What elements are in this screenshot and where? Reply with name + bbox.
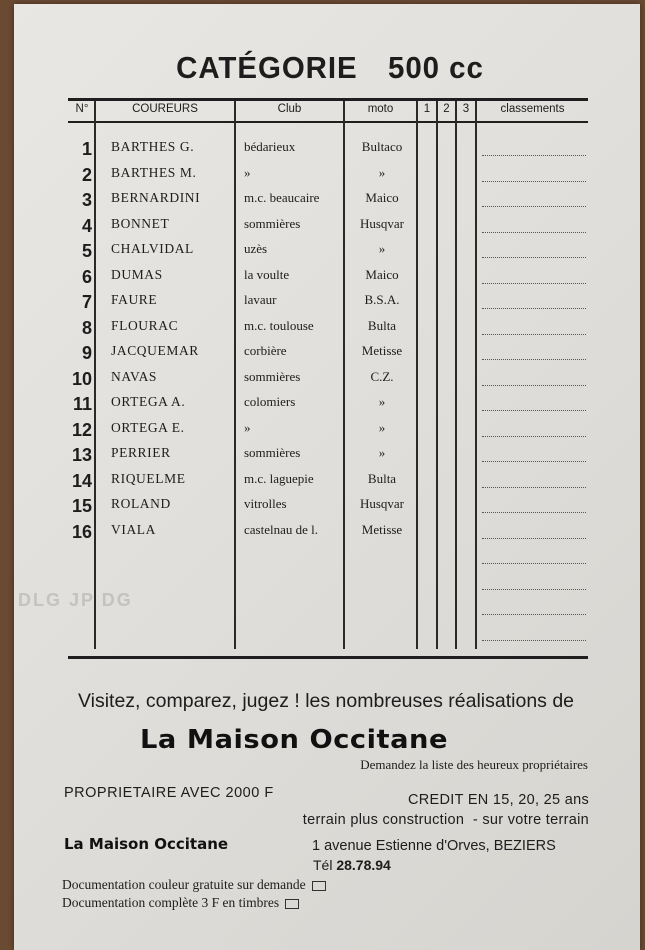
standings-dotted-line — [482, 461, 586, 462]
rider-number: 7 — [81, 292, 92, 312]
header-moto: moto — [367, 103, 394, 115]
rider-moto: Maico — [365, 266, 399, 282]
rider-name: DUMAS — [111, 266, 163, 282]
rider-moto: Bulta — [367, 317, 397, 333]
rider-club: » — [244, 164, 251, 180]
rider-name: CHALVIDAL — [111, 241, 194, 256]
standings-dotted-line — [482, 308, 586, 309]
title-category: CATÉGORIE — [176, 50, 358, 85]
header-standings: classements — [500, 103, 565, 115]
rider-club: la voulte — [244, 266, 290, 282]
rider-name: BARTHES M. — [111, 164, 197, 180]
standings-dotted-line — [482, 181, 586, 182]
rider-moto: Husqvar — [359, 496, 405, 511]
rider-number: 11 — [72, 394, 92, 414]
rider-club: uzès — [244, 241, 268, 256]
rider-number: 12 — [71, 419, 92, 440]
header-race-2: 2 — [443, 103, 450, 115]
page-title — [17, 50, 644, 86]
rider-number: 1 — [81, 139, 92, 159]
standings-dotted-line — [482, 563, 586, 564]
rider-name: JACQUEMAR — [111, 343, 199, 358]
rider-moto: » — [378, 394, 386, 409]
rider-name: BONNET — [111, 215, 170, 231]
doc-color-text: Documentation couleur gratuite sur demande — [62, 877, 306, 892]
watermark: DLG JP DG — [18, 590, 133, 610]
table-row — [0, 445, 645, 470]
doc-color-line — [62, 876, 326, 894]
rider-club: m.c. beaucaire — [244, 190, 320, 205]
table-row — [0, 471, 645, 496]
ad-owner-offer: PROPRIETAIRE AVEC 2000 F — [64, 785, 274, 801]
rider-number: 10 — [71, 368, 92, 389]
rider-moto: Husqvar — [359, 215, 405, 231]
rider-moto: Metisse — [361, 343, 403, 358]
rider-name: NAVAS — [111, 368, 158, 384]
rider-club: sommières — [244, 368, 301, 384]
ad-owners-list: Demandez la liste des heureux propriétaires — [360, 757, 588, 772]
table-bottom-rule — [68, 656, 588, 659]
rider-moto: C.Z. — [370, 368, 394, 384]
standings-dotted-line — [482, 283, 586, 284]
title-class: 500 cc — [388, 50, 484, 85]
rider-name: RIQUELME — [111, 470, 186, 486]
rider-club: castelnau de l. — [244, 521, 318, 537]
ad-address: 1 avenue Estienne d'Orves, BEZIERS — [312, 838, 556, 854]
table-row — [0, 241, 645, 266]
rider-number: 15 — [71, 496, 92, 516]
table-row — [0, 420, 645, 445]
doc-color-checkbox[interactable] — [312, 881, 326, 891]
standings-dotted-line — [482, 385, 586, 386]
table-row — [0, 165, 645, 190]
standings-dotted-line — [482, 257, 586, 258]
table-row — [0, 496, 645, 521]
table-row — [0, 216, 645, 241]
table-row — [0, 292, 645, 317]
rider-number: 3 — [81, 190, 92, 210]
rider-club: sommières — [244, 445, 301, 460]
rider-moto: Maico — [365, 190, 399, 205]
header-number: N° — [75, 103, 89, 115]
rider-name: VIALA — [111, 521, 156, 537]
doc-full-line — [62, 894, 326, 912]
rider-number: 13 — [71, 445, 92, 465]
rider-number: 2 — [81, 164, 92, 185]
rider-club: lavaur — [244, 292, 277, 307]
table-top-rule — [68, 98, 588, 101]
ad-phone-label: Tél — [313, 857, 333, 873]
table-row — [0, 139, 645, 164]
ad-credit-block — [303, 790, 589, 830]
standings-dotted-line — [482, 487, 586, 488]
doc-full-checkbox[interactable] — [285, 899, 299, 909]
table-row — [0, 190, 645, 215]
rider-name: BERNARDINI — [111, 190, 201, 205]
rider-club: vitrolles — [244, 496, 287, 511]
rider-name: FAURE — [111, 292, 158, 307]
rider-number: 16 — [71, 521, 92, 542]
rider-number: 14 — [71, 470, 92, 491]
table-row — [0, 318, 645, 343]
rider-number: 5 — [81, 241, 92, 261]
rider-number: 8 — [81, 317, 92, 338]
rider-name: FLOURAC — [111, 317, 179, 333]
standings-dotted-line — [482, 232, 586, 233]
header-race-3: 3 — [462, 103, 470, 115]
ad-phone — [313, 857, 391, 873]
ad-brand-small: La Maison Occitane — [64, 835, 229, 853]
rider-moto: » — [378, 445, 386, 460]
standings-dotted-line — [482, 538, 586, 539]
rider-name: ORTEGA E. — [111, 419, 185, 435]
standings-dotted-line — [482, 206, 586, 207]
standings-dotted-line — [482, 359, 586, 360]
table-row — [0, 394, 645, 419]
rider-club: m.c. toulouse — [244, 317, 314, 333]
rider-moto: Metisse — [361, 521, 403, 537]
rider-moto: » — [378, 241, 386, 256]
rider-number: 6 — [81, 266, 92, 287]
ad-terrain-construction: terrain plus construction — [302, 812, 465, 828]
rider-club: » — [244, 419, 251, 435]
doc-full-text: Documentation complète 3 F en timbres — [62, 895, 280, 910]
ad-brand: La Maison Occitane — [140, 725, 449, 755]
rider-moto: Bultaco — [361, 139, 403, 154]
rider-number: 4 — [81, 215, 92, 236]
table-row — [0, 267, 645, 292]
rider-moto: » — [378, 419, 386, 435]
ad-terrain — [303, 810, 589, 830]
rider-name: ROLAND — [111, 496, 171, 511]
ad-terrain-own: - sur votre terrain — [472, 812, 589, 828]
rider-number: 9 — [81, 343, 92, 363]
ad-phone-number: 28.78.94 — [336, 857, 391, 873]
rider-moto: Bulta — [367, 470, 397, 486]
ad-headline: Visitez, comparez, jugez ! les nombreuses réalisations de — [77, 690, 575, 712]
table-header-rule — [68, 121, 588, 123]
rider-club: m.c. laguepie — [244, 470, 314, 486]
rider-club: bédarieux — [244, 139, 296, 154]
table-row — [0, 369, 645, 394]
rider-club: colomiers — [244, 394, 296, 409]
standings-dotted-line — [482, 155, 586, 156]
header-riders: COUREURS — [132, 103, 198, 115]
table-row — [0, 343, 645, 368]
standings-dotted-line — [482, 436, 586, 437]
ad-documentation — [62, 876, 326, 912]
standings-dotted-line — [482, 410, 586, 411]
ad-credit: CREDIT EN 15, 20, 25 ans — [407, 792, 589, 808]
rider-name: PERRIER — [111, 445, 171, 460]
table-row — [0, 522, 645, 547]
rider-name: ORTEGA A. — [111, 394, 186, 409]
rider-moto: B.S.A. — [364, 292, 400, 307]
rider-name: BARTHES G. — [111, 139, 195, 154]
rider-club: sommières — [244, 215, 301, 231]
rider-club: corbière — [244, 343, 287, 358]
standings-dotted-line — [482, 512, 586, 513]
rider-moto: » — [378, 164, 386, 180]
header-club: Club — [277, 103, 302, 115]
standings-dotted-line — [482, 334, 586, 335]
header-race-1: 1 — [423, 103, 431, 115]
